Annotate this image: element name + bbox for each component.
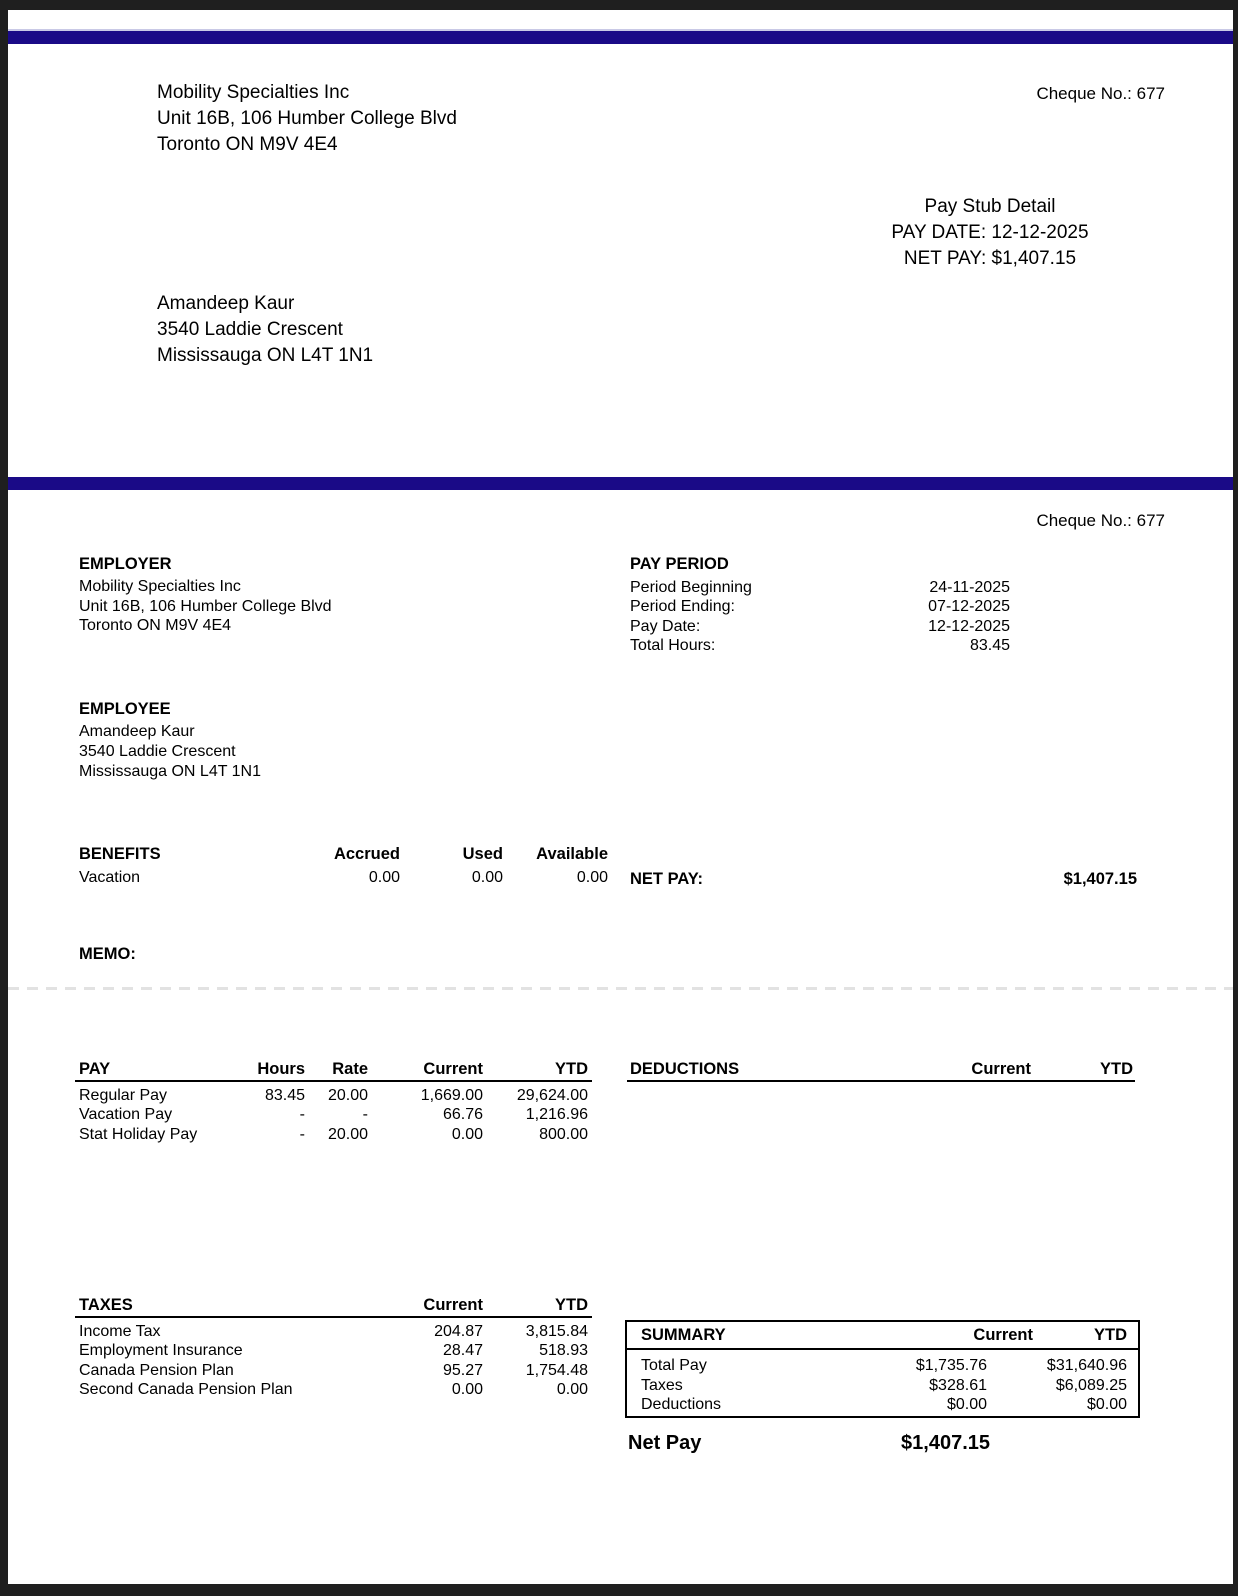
pay-period-block <box>630 555 1010 656</box>
pay-date-value: 12-12-2025 <box>928 617 1010 635</box>
employer-line: Unit 16B, 106 Humber College Blvd <box>79 597 332 615</box>
perforation-divider <box>8 987 1233 990</box>
summary-col-ytd: YTD <box>1094 1326 1127 1344</box>
benefits-heading: BENEFITS <box>79 845 161 863</box>
pay-item-rate: 20.00 <box>327 1125 368 1143</box>
pay-item-current: 0.00 <box>451 1125 483 1143</box>
tax-item-current: 28.47 <box>442 1342 483 1360</box>
pay-row-stat-holiday <box>75 1126 592 1145</box>
net-pay-value: $1,407.15 <box>1063 870 1137 888</box>
benefit-name: Vacation <box>79 869 141 886</box>
tax-item-name: Employment Insurance <box>79 1342 243 1360</box>
summary-item-ytd: $31,640.96 <box>1046 1357 1127 1374</box>
tax-item-name: Income Tax <box>79 1323 161 1340</box>
deductions-col-current: Current <box>971 1060 1031 1078</box>
pay-item-ytd: 800.00 <box>539 1125 588 1143</box>
pay-item-current: 1,669.00 <box>420 1087 483 1104</box>
summary-item-ytd: $0.00 <box>1086 1396 1127 1413</box>
benefits-row-vacation <box>75 869 610 889</box>
tax-item-ytd: 518.93 <box>539 1342 588 1360</box>
stub-net-pay: NET PAY: $1,407.15 <box>903 248 1077 269</box>
final-net-pay-value: $1,407.15 <box>901 1432 990 1454</box>
pay-item-name: Stat Holiday Pay <box>79 1125 198 1143</box>
employee-line: Mississauga ON L4T 1N1 <box>79 763 261 780</box>
pay-item-name: Regular Pay <box>79 1087 168 1104</box>
summary-item-name: Deductions <box>641 1396 722 1413</box>
final-net-pay-label: Net Pay <box>628 1432 702 1454</box>
employee-line: 3540 Laddie Crescent <box>79 743 236 760</box>
benefit-used: 0.00 <box>471 869 503 886</box>
deductions-table <box>627 1060 1135 1082</box>
summary-row-deductions <box>627 1396 1138 1416</box>
tax-item-name: Canada Pension Plan <box>79 1361 234 1379</box>
tax-item-current: 204.87 <box>434 1323 483 1340</box>
pay-item-ytd: 1,216.96 <box>525 1106 588 1124</box>
pay-row-vacation <box>75 1106 592 1125</box>
net-pay-label: NET PAY: <box>630 870 704 888</box>
company-street: Unit 16B, 106 Humber College Blvd <box>157 108 457 129</box>
pay-row-regular <box>75 1087 592 1106</box>
pay-heading: PAY <box>79 1060 111 1078</box>
benefits-table <box>75 845 610 889</box>
company-city: Toronto ON M9V 4E4 <box>157 134 338 155</box>
pay-item-rate: - <box>362 1106 368 1124</box>
deductions-header-row <box>627 1060 1135 1082</box>
benefits-col-accrued: Accrued <box>333 845 400 863</box>
employee-heading: EMPLOYEE <box>79 700 171 718</box>
tax-row-employment-insurance <box>75 1342 592 1361</box>
pay-period-heading: PAY PERIOD <box>630 555 729 573</box>
stub-company-address <box>157 80 457 158</box>
period-ending-label: Period Ending: <box>630 598 735 615</box>
middle-accent-bar <box>8 477 1233 490</box>
tax-item-ytd: 1,754.48 <box>525 1361 588 1379</box>
summary-box <box>625 1320 1140 1418</box>
summary-item-current: $1,735.76 <box>915 1357 987 1374</box>
pay-col-current: Current <box>423 1060 483 1078</box>
pay-item-rate: 20.00 <box>327 1087 368 1104</box>
employee-address-detail <box>79 722 261 782</box>
pay-date-label: Pay Date: <box>630 617 701 635</box>
employer-line: Toronto ON M9V 4E4 <box>79 617 232 634</box>
pay-item-hours: 83.45 <box>264 1087 305 1104</box>
tax-item-current: 0.00 <box>451 1380 483 1398</box>
pay-period-row <box>630 597 1010 617</box>
benefit-accrued: 0.00 <box>368 869 400 886</box>
period-beginning-value: 24-11-2025 <box>929 578 1010 596</box>
employee-name: Amandeep Kaur <box>157 293 295 314</box>
employer-address <box>79 577 332 636</box>
tax-row-cpp <box>75 1362 592 1381</box>
deductions-col-ytd: YTD <box>1100 1060 1133 1078</box>
pay-period-row <box>630 636 1010 656</box>
pay-col-rate: Rate <box>332 1060 368 1078</box>
period-beginning-label: Period Beginning <box>630 578 752 596</box>
tax-row-income-tax <box>75 1323 592 1342</box>
period-ending-value: 07-12-2025 <box>928 598 1010 615</box>
summary-row-taxes <box>627 1377 1138 1397</box>
company-name: Mobility Specialties Inc <box>157 82 350 103</box>
employer-line: Mobility Specialties Inc <box>79 578 241 595</box>
taxes-col-ytd: YTD <box>555 1296 588 1314</box>
summary-header-row <box>627 1322 1138 1350</box>
pay-period-row <box>630 617 1010 637</box>
summary-heading: SUMMARY <box>641 1326 726 1344</box>
benefit-available: 0.00 <box>576 869 608 886</box>
benefits-header-row <box>75 845 610 867</box>
pay-table <box>75 1060 592 1145</box>
tax-item-name: Second Canada Pension Plan <box>79 1380 293 1398</box>
pay-col-hours: Hours <box>257 1060 305 1078</box>
top-accent-bar <box>8 29 1233 44</box>
stub-pay-date: PAY DATE: 12-12-2025 <box>891 222 1089 243</box>
total-hours-value: 83.45 <box>969 637 1010 654</box>
tax-item-ytd: 3,815.84 <box>525 1323 588 1340</box>
stub-detail-block <box>790 194 1190 272</box>
pay-item-hours: - <box>299 1106 305 1124</box>
taxes-header-row <box>75 1296 592 1318</box>
pay-header-row <box>75 1060 592 1082</box>
memo-label: MEMO: <box>79 945 136 963</box>
taxes-heading: TAXES <box>79 1296 133 1314</box>
deductions-heading: DEDUCTIONS <box>630 1060 740 1078</box>
summary-item-name: Total Pay <box>641 1357 707 1374</box>
tax-item-ytd: 0.00 <box>556 1380 588 1398</box>
pay-col-ytd: YTD <box>555 1060 588 1078</box>
summary-item-current: $0.00 <box>946 1396 987 1413</box>
stub-title: Pay Stub Detail <box>924 196 1056 217</box>
employee-city: Mississauga ON L4T 1N1 <box>157 345 374 366</box>
employee-street: 3540 Laddie Crescent <box>157 319 343 340</box>
taxes-table <box>75 1296 592 1400</box>
benefits-col-used: Used <box>462 845 503 863</box>
pay-period-row <box>630 578 1010 598</box>
pay-item-hours: - <box>299 1125 305 1143</box>
stub-employee-address <box>157 291 373 369</box>
summary-item-current: $328.61 <box>929 1376 987 1394</box>
pay-item-ytd: 29,624.00 <box>516 1087 588 1104</box>
summary-col-current: Current <box>973 1326 1033 1344</box>
employee-line: Amandeep Kaur <box>79 723 195 740</box>
pay-item-name: Vacation Pay <box>79 1106 173 1124</box>
summary-item-name: Taxes <box>641 1376 683 1394</box>
summary-row-total-pay <box>627 1357 1138 1377</box>
benefits-col-available: Available <box>536 845 608 863</box>
tax-item-current: 95.27 <box>442 1361 483 1379</box>
tax-row-second-cpp <box>75 1381 592 1400</box>
summary-item-ytd: $6,089.25 <box>1055 1376 1127 1394</box>
taxes-col-current: Current <box>423 1296 483 1314</box>
total-hours-label: Total Hours: <box>630 637 716 654</box>
cheque-number-top: Cheque No.: 677 <box>1036 84 1165 103</box>
pay-item-current: 66.76 <box>442 1106 483 1124</box>
cheque-number-detail: Cheque No.: 677 <box>1036 511 1165 530</box>
employer-heading: EMPLOYER <box>79 555 172 573</box>
